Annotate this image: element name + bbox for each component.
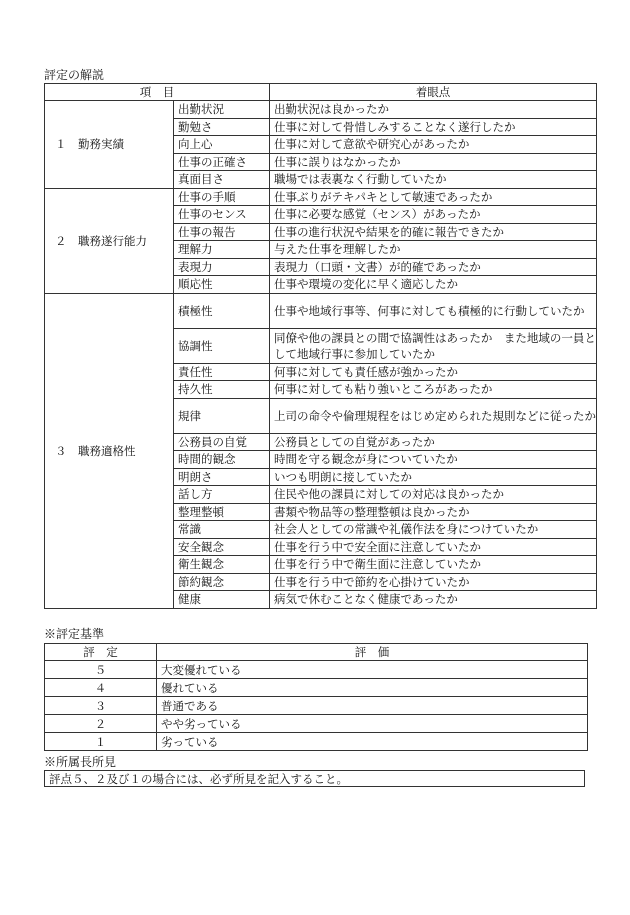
sub-item: 衛生観念 bbox=[174, 556, 270, 574]
point-desc: 与えた仕事を理解したか bbox=[270, 241, 597, 259]
sub-item: 協調性 bbox=[174, 328, 270, 363]
sub-item: 責任性 bbox=[174, 363, 270, 381]
point-desc: 何事に対しても責任感が強かったか bbox=[270, 363, 597, 381]
sub-item: 安全観念 bbox=[174, 538, 270, 556]
category-label: ２ 職務遂行能力 bbox=[45, 188, 174, 293]
eval-text: 普通である bbox=[157, 697, 588, 715]
point-desc: 病気で休むことなく健康であったか bbox=[270, 591, 597, 609]
sub-item: 話し方 bbox=[174, 486, 270, 504]
eval-text: 劣っている bbox=[157, 733, 588, 751]
eval-text: 大変優れている bbox=[157, 661, 588, 679]
sub-item: 整理整頓 bbox=[174, 503, 270, 521]
sub-item: 明朗さ bbox=[174, 468, 270, 486]
sub-item: 真面目さ bbox=[174, 171, 270, 189]
point-desc: 仕事に対して意欲や研究心があったか bbox=[270, 136, 597, 154]
score-value: ３ bbox=[45, 697, 157, 715]
eval-text: やや劣っている bbox=[157, 715, 588, 733]
point-desc: 出勤状況は良かったか bbox=[270, 101, 597, 119]
point-desc: 表現力（口頭・文書）が的確であったか bbox=[270, 258, 597, 276]
score-value: ２ bbox=[45, 715, 157, 733]
point-desc: 時間を守る観念が身についていたか bbox=[270, 451, 597, 469]
opinion-note: 評点５、２及び１の場合には、必ず所見を記入すること。 bbox=[44, 770, 585, 787]
sub-item: 仕事の報告 bbox=[174, 223, 270, 241]
header-item: 項 目 bbox=[45, 84, 270, 101]
point-desc: 仕事を行う中で安全面に注意していたか bbox=[270, 538, 597, 556]
sub-item: 持久性 bbox=[174, 381, 270, 399]
page-title: 評定の解説 bbox=[44, 68, 105, 82]
sub-item: 時間的観念 bbox=[174, 451, 270, 469]
header-score: 評 定 bbox=[45, 644, 157, 661]
point-desc: 仕事に誤りはなかったか bbox=[270, 153, 597, 171]
sub-item: 仕事の正確さ bbox=[174, 153, 270, 171]
sub-item: 健康 bbox=[174, 591, 270, 609]
sub-item: 節約観念 bbox=[174, 573, 270, 591]
category-label: ３ 職務適格性 bbox=[45, 293, 174, 608]
sub-item: 出勤状況 bbox=[174, 101, 270, 119]
header-point: 着眼点 bbox=[270, 84, 597, 101]
point-desc: 仕事に必要な感覚（センス）があったか bbox=[270, 206, 597, 224]
point-desc: 社会人としての常識や礼儀作法を身につけていたか bbox=[270, 521, 597, 539]
sub-item: 順応性 bbox=[174, 276, 270, 294]
eval-text: 優れている bbox=[157, 679, 588, 697]
opinion-title: ※所属長所見 bbox=[44, 755, 117, 769]
sub-item: 向上心 bbox=[174, 136, 270, 154]
point-desc: 仕事を行う中で節約を心掛けていたか bbox=[270, 573, 597, 591]
sub-item: 勤勉さ bbox=[174, 118, 270, 136]
point-desc: 同僚や他の課員との間で協調性はあったか また地域の一員として地域行事に参加していたか bbox=[270, 328, 597, 363]
point-desc: 仕事ぶりがテキパキとして敏速であったか bbox=[270, 188, 597, 206]
category-label: １ 勤務実績 bbox=[45, 101, 174, 189]
score-value: １ bbox=[45, 733, 157, 751]
sub-item: 理解力 bbox=[174, 241, 270, 259]
score-value: ４ bbox=[45, 679, 157, 697]
point-desc: 仕事を行う中で衛生面に注意していたか bbox=[270, 556, 597, 574]
point-desc: 仕事の進行状況や結果を的確に報告できたか bbox=[270, 223, 597, 241]
point-desc: 仕事や環境の変化に早く適応したか bbox=[270, 276, 597, 294]
sub-item: 仕事のセンス bbox=[174, 206, 270, 224]
point-desc: 仕事に対して骨惜しみすることなく遂行したか bbox=[270, 118, 597, 136]
point-desc: いつも明朗に接していたか bbox=[270, 468, 597, 486]
sub-item: 規律 bbox=[174, 398, 270, 433]
point-desc: 上司の命令や倫理規程をはじめ定められた規則などに従ったか bbox=[270, 398, 597, 433]
point-desc: 職場では表裏なく行動していたか bbox=[270, 171, 597, 189]
sub-item: 公務員の自覚 bbox=[174, 433, 270, 451]
criteria-title: ※評定基準 bbox=[44, 627, 105, 641]
header-eval: 評 価 bbox=[157, 644, 588, 661]
sub-item: 仕事の手順 bbox=[174, 188, 270, 206]
point-desc: 仕事や地域行事等、何事に対しても積極的に行動していたか bbox=[270, 293, 597, 328]
evaluation-guide-table bbox=[44, 83, 597, 609]
sub-item: 積極性 bbox=[174, 293, 270, 328]
point-desc: 書類や物品等の整理整頓は良かったか bbox=[270, 503, 597, 521]
score-value: ５ bbox=[45, 661, 157, 679]
criteria-table bbox=[44, 643, 588, 751]
point-desc: 公務員としての自覚があったか bbox=[270, 433, 597, 451]
point-desc: 住民や他の課員に対しての対応は良かったか bbox=[270, 486, 597, 504]
point-desc: 何事に対しても粘り強いところがあったか bbox=[270, 381, 597, 399]
sub-item: 表現力 bbox=[174, 258, 270, 276]
sub-item: 常識 bbox=[174, 521, 270, 539]
